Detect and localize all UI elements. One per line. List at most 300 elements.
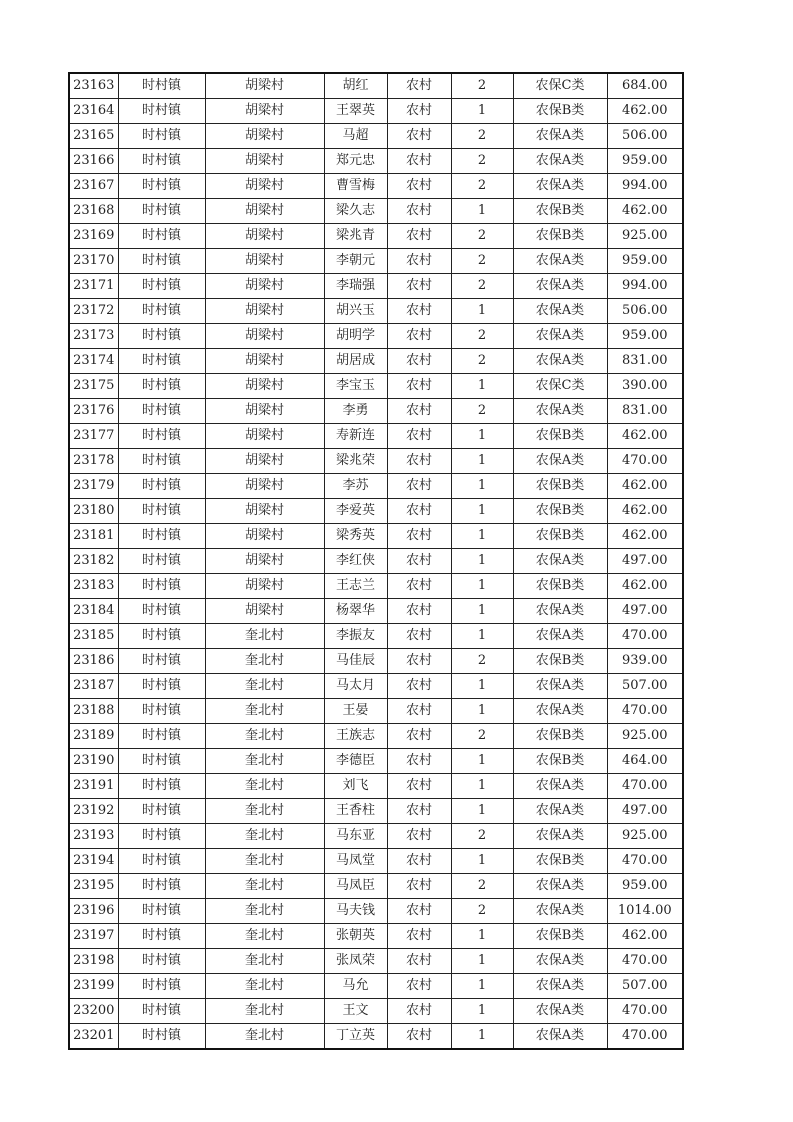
town-cell: 时村镇 [118,299,205,324]
count-cell: 1 [451,849,513,874]
category-cell: 农保A类 [513,999,607,1024]
category-cell: 农保B类 [513,474,607,499]
name-cell: 李振友 [324,624,387,649]
category-cell: 农保A类 [513,449,607,474]
town-cell: 时村镇 [118,899,205,924]
table-row [69,274,683,299]
amount-cell: 462.00 [607,924,683,949]
town-cell: 时村镇 [118,224,205,249]
name-cell: 李苏 [324,474,387,499]
name-cell: 梁兆荣 [324,449,387,474]
id-cell: 23199 [69,974,118,999]
table-row [69,449,683,474]
name-cell: 胡居成 [324,349,387,374]
count-cell: 1 [451,524,513,549]
count-cell: 2 [451,73,513,99]
table-row [69,824,683,849]
name-cell: 马夫钱 [324,899,387,924]
village-cell: 胡梁村 [205,499,324,524]
village-cell: 奎北村 [205,999,324,1024]
household-type-cell: 农村 [387,274,451,299]
amount-cell: 462.00 [607,424,683,449]
amount-cell: 994.00 [607,174,683,199]
category-cell: 农保A类 [513,324,607,349]
count-cell: 1 [451,574,513,599]
household-type-cell: 农村 [387,649,451,674]
category-cell: 农保A类 [513,824,607,849]
id-cell: 23175 [69,374,118,399]
table-row [69,124,683,149]
amount-cell: 470.00 [607,1024,683,1050]
id-cell: 23169 [69,224,118,249]
household-type-cell: 农村 [387,449,451,474]
table-row [69,749,683,774]
household-type-cell: 农村 [387,174,451,199]
town-cell: 时村镇 [118,324,205,349]
village-cell: 胡梁村 [205,474,324,499]
amount-cell: 464.00 [607,749,683,774]
id-cell: 23182 [69,549,118,574]
category-cell: 农保B类 [513,924,607,949]
name-cell: 刘飞 [324,774,387,799]
count-cell: 1 [451,799,513,824]
category-cell: 农保B类 [513,224,607,249]
table-row [69,949,683,974]
count-cell: 1 [451,999,513,1024]
town-cell: 时村镇 [118,449,205,474]
count-cell: 2 [451,274,513,299]
town-cell: 时村镇 [118,674,205,699]
name-cell: 梁久志 [324,199,387,224]
household-type-cell: 农村 [387,99,451,124]
id-cell: 23198 [69,949,118,974]
id-cell: 23187 [69,674,118,699]
category-cell: 农保B类 [513,499,607,524]
id-cell: 23177 [69,424,118,449]
id-cell: 23196 [69,899,118,924]
town-cell: 时村镇 [118,574,205,599]
id-cell: 23193 [69,824,118,849]
count-cell: 1 [451,299,513,324]
records-table [68,72,684,1050]
name-cell: 王文 [324,999,387,1024]
village-cell: 奎北村 [205,924,324,949]
category-cell: 农保A类 [513,699,607,724]
town-cell: 时村镇 [118,149,205,174]
id-cell: 23180 [69,499,118,524]
village-cell: 胡梁村 [205,124,324,149]
name-cell: 李德臣 [324,749,387,774]
category-cell: 农保B类 [513,724,607,749]
household-type-cell: 农村 [387,749,451,774]
household-type-cell: 农村 [387,249,451,274]
id-cell: 23195 [69,874,118,899]
category-cell: 农保B类 [513,424,607,449]
household-type-cell: 农村 [387,699,451,724]
household-type-cell: 农村 [387,774,451,799]
table-row [69,799,683,824]
household-type-cell: 农村 [387,424,451,449]
village-cell: 奎北村 [205,799,324,824]
amount-cell: 470.00 [607,449,683,474]
village-cell: 胡梁村 [205,249,324,274]
table-row [69,199,683,224]
household-type-cell: 农村 [387,474,451,499]
village-cell: 奎北村 [205,624,324,649]
id-cell: 23192 [69,799,118,824]
household-type-cell: 农村 [387,849,451,874]
name-cell: 李勇 [324,399,387,424]
name-cell: 杨翠华 [324,599,387,624]
amount-cell: 925.00 [607,824,683,849]
town-cell: 时村镇 [118,349,205,374]
household-type-cell: 农村 [387,724,451,749]
count-cell: 1 [451,599,513,624]
category-cell: 农保A类 [513,1024,607,1050]
household-type-cell: 农村 [387,874,451,899]
table-row [69,524,683,549]
name-cell: 马允 [324,974,387,999]
amount-cell: 831.00 [607,399,683,424]
count-cell: 1 [451,1024,513,1050]
village-cell: 胡梁村 [205,174,324,199]
category-cell: 农保C类 [513,73,607,99]
town-cell: 时村镇 [118,549,205,574]
id-cell: 23176 [69,399,118,424]
count-cell: 2 [451,649,513,674]
name-cell: 马佳辰 [324,649,387,674]
amount-cell: 959.00 [607,249,683,274]
count-cell: 2 [451,874,513,899]
village-cell: 胡梁村 [205,374,324,399]
id-cell: 23171 [69,274,118,299]
household-type-cell: 农村 [387,949,451,974]
category-cell: 农保A类 [513,674,607,699]
amount-cell: 506.00 [607,299,683,324]
village-cell: 奎北村 [205,849,324,874]
village-cell: 胡梁村 [205,73,324,99]
name-cell: 李宝玉 [324,374,387,399]
amount-cell: 470.00 [607,849,683,874]
village-cell: 胡梁村 [205,299,324,324]
table-row [69,174,683,199]
town-cell: 时村镇 [118,774,205,799]
name-cell: 李朝元 [324,249,387,274]
household-type-cell: 农村 [387,674,451,699]
count-cell: 1 [451,924,513,949]
name-cell: 李瑞强 [324,274,387,299]
category-cell: 农保A类 [513,549,607,574]
id-cell: 23167 [69,174,118,199]
count-cell: 2 [451,149,513,174]
town-cell: 时村镇 [118,124,205,149]
id-cell: 23173 [69,324,118,349]
count-cell: 2 [451,224,513,249]
town-cell: 时村镇 [118,874,205,899]
amount-cell: 959.00 [607,149,683,174]
count-cell: 1 [451,99,513,124]
name-cell: 马凤堂 [324,849,387,874]
household-type-cell: 农村 [387,349,451,374]
village-cell: 奎北村 [205,874,324,899]
count-cell: 2 [451,399,513,424]
category-cell: 农保A类 [513,799,607,824]
table-row [69,599,683,624]
village-cell: 胡梁村 [205,524,324,549]
village-cell: 胡梁村 [205,549,324,574]
household-type-cell: 农村 [387,524,451,549]
name-cell: 寿新连 [324,424,387,449]
category-cell: 农保B类 [513,849,607,874]
village-cell: 奎北村 [205,974,324,999]
town-cell: 时村镇 [118,999,205,1024]
table-row [69,899,683,924]
village-cell: 奎北村 [205,749,324,774]
village-cell: 奎北村 [205,724,324,749]
id-cell: 23184 [69,599,118,624]
id-cell: 23194 [69,849,118,874]
count-cell: 2 [451,349,513,374]
amount-cell: 684.00 [607,73,683,99]
town-cell: 时村镇 [118,249,205,274]
category-cell: 农保A类 [513,349,607,374]
town-cell: 时村镇 [118,99,205,124]
village-cell: 胡梁村 [205,199,324,224]
id-cell: 23191 [69,774,118,799]
amount-cell: 470.00 [607,774,683,799]
name-cell: 李爱英 [324,499,387,524]
amount-cell: 507.00 [607,674,683,699]
amount-cell: 470.00 [607,999,683,1024]
amount-cell: 925.00 [607,224,683,249]
amount-cell: 470.00 [607,624,683,649]
amount-cell: 462.00 [607,199,683,224]
category-cell: 农保B类 [513,99,607,124]
household-type-cell: 农村 [387,799,451,824]
table-row [69,249,683,274]
town-cell: 时村镇 [118,749,205,774]
id-cell: 23163 [69,73,118,99]
town-cell: 时村镇 [118,199,205,224]
id-cell: 23200 [69,999,118,1024]
id-cell: 23186 [69,649,118,674]
village-cell: 胡梁村 [205,599,324,624]
category-cell: 农保A类 [513,149,607,174]
category-cell: 农保A类 [513,899,607,924]
household-type-cell: 农村 [387,999,451,1024]
category-cell: 农保A类 [513,974,607,999]
count-cell: 1 [451,199,513,224]
town-cell: 时村镇 [118,724,205,749]
town-cell: 时村镇 [118,974,205,999]
village-cell: 奎北村 [205,699,324,724]
household-type-cell: 农村 [387,149,451,174]
table-row [69,149,683,174]
id-cell: 23174 [69,349,118,374]
amount-cell: 994.00 [607,274,683,299]
category-cell: 农保B类 [513,649,607,674]
category-cell: 农保A类 [513,249,607,274]
count-cell: 1 [451,374,513,399]
household-type-cell: 农村 [387,399,451,424]
name-cell: 曹雪梅 [324,174,387,199]
name-cell: 王香柱 [324,799,387,824]
household-type-cell: 农村 [387,924,451,949]
amount-cell: 959.00 [607,324,683,349]
category-cell: 农保A类 [513,124,607,149]
name-cell: 马超 [324,124,387,149]
count-cell: 1 [451,424,513,449]
name-cell: 胡红 [324,73,387,99]
town-cell: 时村镇 [118,474,205,499]
household-type-cell: 农村 [387,324,451,349]
name-cell: 梁兆青 [324,224,387,249]
count-cell: 1 [451,624,513,649]
count-cell: 2 [451,899,513,924]
count-cell: 2 [451,724,513,749]
town-cell: 时村镇 [118,424,205,449]
category-cell: 农保C类 [513,374,607,399]
table-row [69,624,683,649]
name-cell: 胡明学 [324,324,387,349]
village-cell: 奎北村 [205,899,324,924]
id-cell: 23190 [69,749,118,774]
category-cell: 农保B类 [513,749,607,774]
category-cell: 农保A类 [513,299,607,324]
amount-cell: 462.00 [607,524,683,549]
id-cell: 23172 [69,299,118,324]
table-row [69,374,683,399]
id-cell: 23201 [69,1024,118,1050]
amount-cell: 1014.00 [607,899,683,924]
town-cell: 时村镇 [118,649,205,674]
id-cell: 23164 [69,99,118,124]
amount-cell: 831.00 [607,349,683,374]
count-cell: 1 [451,474,513,499]
table-row [69,99,683,124]
amount-cell: 497.00 [607,599,683,624]
household-type-cell: 农村 [387,73,451,99]
table-row [69,674,683,699]
category-cell: 农保A类 [513,599,607,624]
village-cell: 奎北村 [205,1024,324,1050]
id-cell: 23170 [69,249,118,274]
id-cell: 23179 [69,474,118,499]
count-cell: 1 [451,674,513,699]
name-cell: 王志兰 [324,574,387,599]
table-row [69,474,683,499]
town-cell: 时村镇 [118,399,205,424]
table-row [69,1024,683,1050]
table-row [69,499,683,524]
id-cell: 23189 [69,724,118,749]
table-row [69,699,683,724]
name-cell: 王晏 [324,699,387,724]
name-cell: 马太月 [324,674,387,699]
table-row [69,73,683,99]
id-cell: 23197 [69,924,118,949]
town-cell: 时村镇 [118,73,205,99]
village-cell: 奎北村 [205,774,324,799]
town-cell: 时村镇 [118,949,205,974]
table-row [69,724,683,749]
amount-cell: 390.00 [607,374,683,399]
household-type-cell: 农村 [387,199,451,224]
count-cell: 2 [451,249,513,274]
village-cell: 胡梁村 [205,349,324,374]
table-row [69,974,683,999]
amount-cell: 497.00 [607,549,683,574]
village-cell: 胡梁村 [205,449,324,474]
amount-cell: 497.00 [607,799,683,824]
category-cell: 农保A类 [513,274,607,299]
name-cell: 张凤荣 [324,949,387,974]
count-cell: 1 [451,449,513,474]
amount-cell: 470.00 [607,949,683,974]
category-cell: 农保A类 [513,949,607,974]
name-cell: 张朝英 [324,924,387,949]
id-cell: 23188 [69,699,118,724]
name-cell: 丁立英 [324,1024,387,1050]
town-cell: 时村镇 [118,599,205,624]
table-body [69,73,683,1049]
table-row [69,324,683,349]
amount-cell: 939.00 [607,649,683,674]
table-row [69,924,683,949]
town-cell: 时村镇 [118,499,205,524]
household-type-cell: 农村 [387,374,451,399]
id-cell: 23165 [69,124,118,149]
town-cell: 时村镇 [118,924,205,949]
category-cell: 农保B类 [513,524,607,549]
category-cell: 农保A类 [513,624,607,649]
village-cell: 奎北村 [205,649,324,674]
category-cell: 农保A类 [513,174,607,199]
count-cell: 1 [451,499,513,524]
count-cell: 1 [451,774,513,799]
amount-cell: 462.00 [607,499,683,524]
household-type-cell: 农村 [387,599,451,624]
village-cell: 胡梁村 [205,324,324,349]
village-cell: 奎北村 [205,949,324,974]
amount-cell: 507.00 [607,974,683,999]
id-cell: 23168 [69,199,118,224]
category-cell: 农保A类 [513,874,607,899]
table-row [69,774,683,799]
household-type-cell: 农村 [387,1024,451,1050]
id-cell: 23185 [69,624,118,649]
table-row [69,549,683,574]
count-cell: 2 [451,324,513,349]
household-type-cell: 农村 [387,549,451,574]
table-row [69,224,683,249]
name-cell: 李红侠 [324,549,387,574]
count-cell: 1 [451,949,513,974]
table-row [69,399,683,424]
village-cell: 奎北村 [205,674,324,699]
table-row [69,849,683,874]
table-row [69,424,683,449]
village-cell: 胡梁村 [205,399,324,424]
village-cell: 胡梁村 [205,574,324,599]
amount-cell: 959.00 [607,874,683,899]
category-cell: 农保B类 [513,574,607,599]
village-cell: 胡梁村 [205,99,324,124]
table-row [69,649,683,674]
household-type-cell: 农村 [387,499,451,524]
household-type-cell: 农村 [387,624,451,649]
count-cell: 2 [451,174,513,199]
